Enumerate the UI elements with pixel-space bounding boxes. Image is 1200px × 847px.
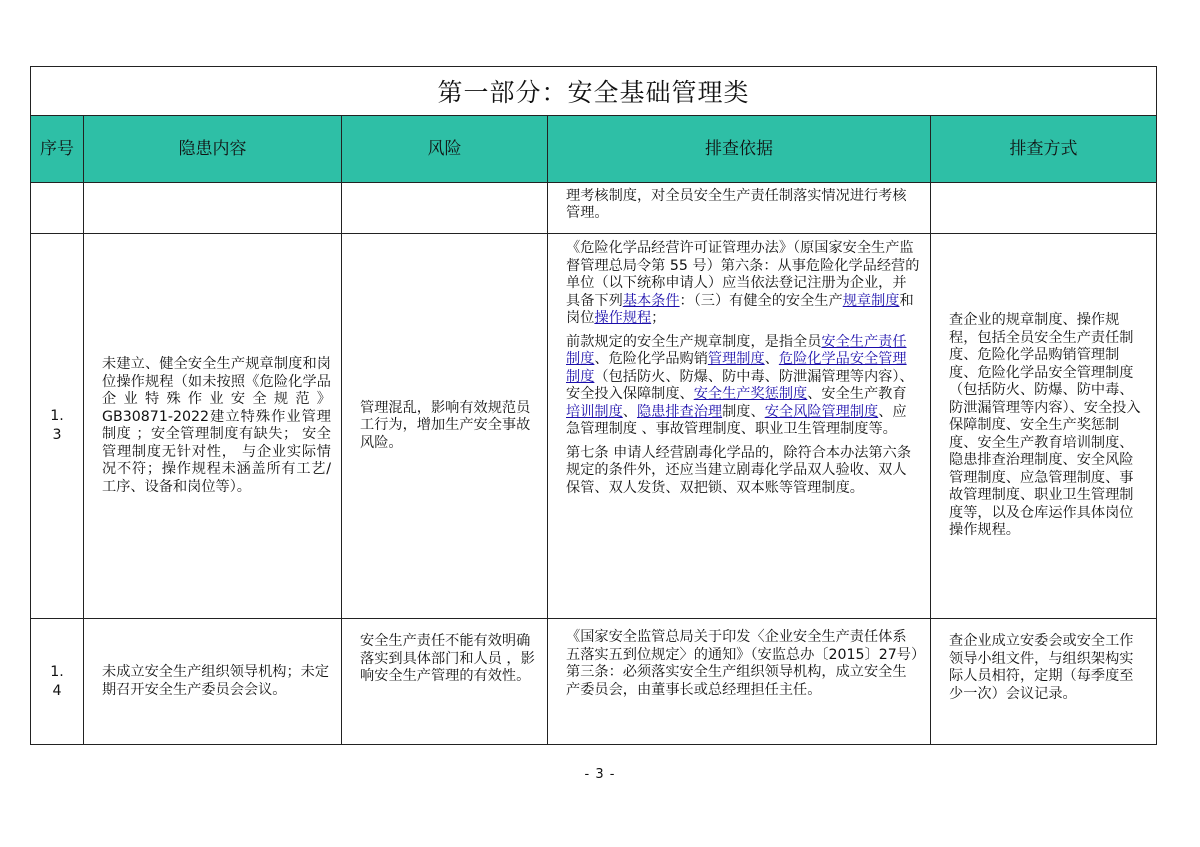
page-number: - 3 - [584, 767, 616, 782]
table-row [31, 183, 1157, 234]
row-method: 查企业的规章制度、操作规程，包括全员安全生产责任制度、危险化学品购销管理制度、危险化学品安全管理制度（包括防火、防爆、防中毒、防泄漏管理等内容）、安全投入保障制度、安全生产奖惩制度、安全生产教育培训制度、隐患排查治理制度、安全风险管理制度、应急管理制度、事故管理制度、职业卫生管理制度等，以及仓库运作具体岗位操作规程。 [931, 234, 1157, 619]
basis-paragraph: 第七条 申请人经营剧毒化学品的，除符合本办法第六条规定的条件外，还应当建立剧毒化学品双人验收、双人保管、双人发货、双把锁、双本账等管理制度。 [566, 444, 912, 496]
header-risk: 风险 [342, 116, 548, 183]
link-hazard-investigation[interactable]: 隐患排查治理 [636, 403, 723, 420]
basis-paragraph: 《国家安全监管总局关于印发〈企业安全生产责任体系五落实五到位规定〉的通知》（安监总办〔2015〕27号）第三条：必须落实安全生产组织领导机构，成立安全生产委员会，由董事长或总经理担任主任。 [566, 629, 919, 698]
header-basis: 排查依据 [548, 116, 931, 183]
table-row [31, 619, 1157, 745]
row-risk [342, 183, 548, 234]
row-basis [548, 183, 931, 234]
table-title: 第一部分：安全基础管理类 [31, 67, 1157, 116]
link-hazchem-safety-system[interactable]: 危险化学品安全管理制度 [566, 351, 907, 385]
row-content [84, 183, 342, 234]
link-responsibility-system[interactable]: 安全生产责任制度 [566, 333, 907, 367]
row-method: 查企业成立安委会或安全工作领导小组文件，与组织架构实际人员相符，定期（每季度至少一次）会议记录。 [931, 619, 1157, 745]
row-risk: 管理混乱，影响有效规范员工行为，增加生产安全事故风险。 [342, 234, 548, 619]
link-management-system[interactable]: 管理制度 [707, 351, 765, 367]
link-rules[interactable]: 规章制度 [842, 292, 900, 309]
table-row [31, 234, 1157, 619]
row-method [931, 183, 1157, 234]
row-seq: 1.4 [31, 619, 84, 745]
link-reward-punishment-system[interactable]: 安全生产奖惩制度 [693, 386, 808, 402]
basis-paragraph: 《危险化学品经营许可证管理办法》（原国家安全生产监督管理总局令第 55 号）第六条：从事危险化学品经营的单位（以下统称申请人）应当依法登记注册为企业，并具备下列基本条件：（三）有健全的安全生产规章制度和岗位操作规程； [566, 240, 920, 326]
basis-paragraph: 理考核制度，对全员安全生产责任制落实情况进行考核管理。 [566, 187, 907, 221]
link-training-system[interactable]: 培训制度 [566, 403, 623, 420]
row-basis [548, 234, 931, 619]
header-method: 排查方式 [931, 116, 1157, 183]
row-basis [548, 619, 931, 745]
row-seq: 1.3 [31, 234, 84, 619]
header-content: 隐患内容 [84, 116, 342, 183]
header-row [31, 116, 1157, 183]
basis-paragraph: 前款规定的安全生产规章制度，是指全员安全生产责任制度、危险化学品购销管理制度、危险化学品安全管理制度（包括防火、防爆、防中毒、防泄漏管理等内容）、安全投入保障制度、安全生产奖惩制度、安全生产教育培训制度、隐患排查治理制度、安全风险管理制度、应急管理制度 、事故管理制度、职业卫生管理制度等。 [566, 333, 914, 437]
hazard-table [30, 66, 1157, 745]
link-risk-management-system[interactable]: 安全风险管理制度 [764, 403, 879, 420]
row-risk: 安全生产责任不能有效明确落实到具体部门和人员 ，影响安全生产管理的有效性。 [342, 619, 548, 745]
row-content: 未建立、健全安全生产规章制度和岗位操作规程（如未按照《危险化学品企业特殊作业安全规范》 GB30871-2022建立特殊作业管理制度 ；安全管理制度有缺失； 安全管理制度无针对性， 与企业实际情况不符；操作规程未涵盖所有工艺/工序、设备和岗位等）。 [84, 234, 342, 619]
row-content: 未成立安全生产组织领导机构；未定期召开安全生产委员会会议。 [84, 619, 342, 745]
row-seq [31, 183, 84, 234]
link-operating-procedures[interactable]: 操作规程 [594, 310, 652, 326]
header-seq: 序号 [31, 116, 84, 183]
link-basic-conditions[interactable]: 基本条件 [622, 292, 680, 309]
